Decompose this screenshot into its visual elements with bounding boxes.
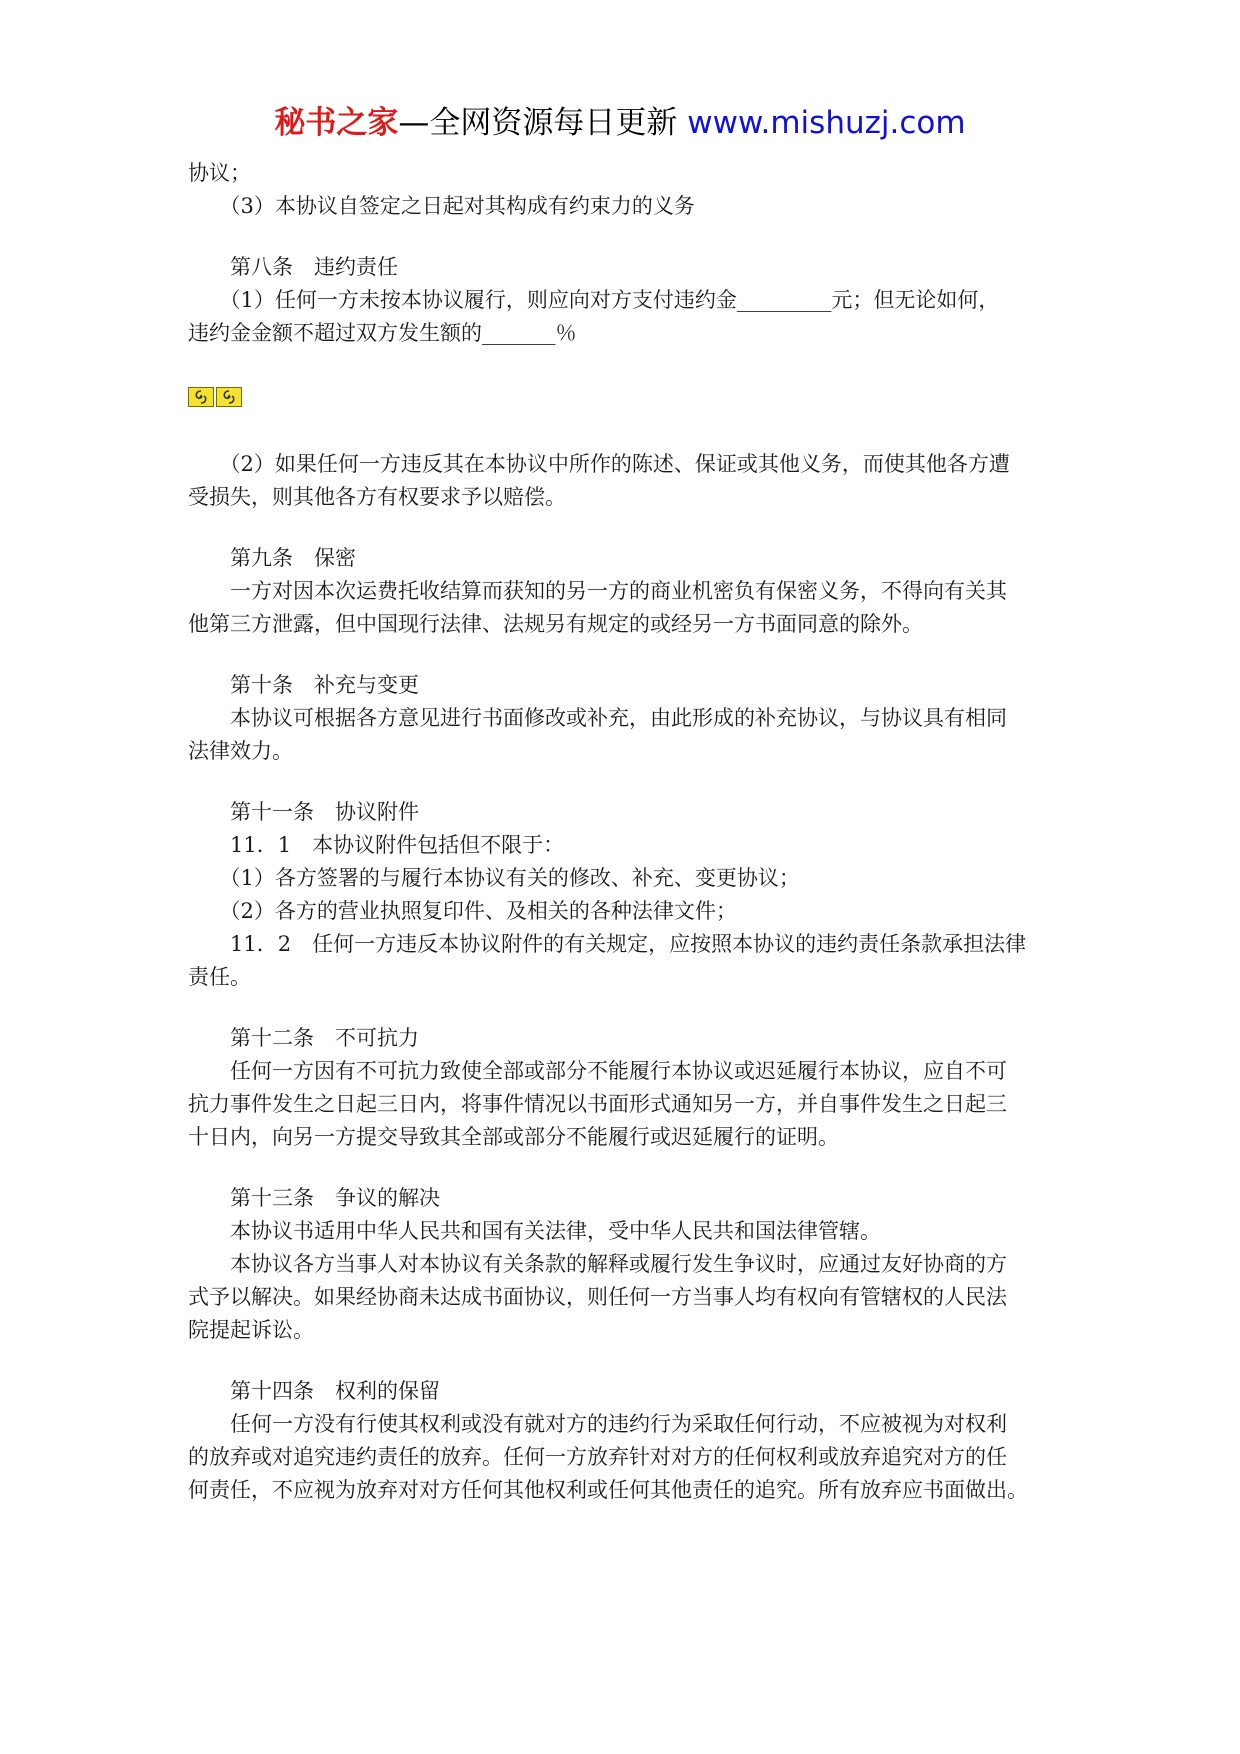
text-line: 抗力事件发生之日起三日内，将事件情况以书面形式通知另一方，并自事件发生之日起三 [188, 1092, 1007, 1116]
text-line: 一方对因本次运费托收结算而获知的另一方的商业机密负有保密义务，不得向有关其 [188, 579, 1007, 603]
text-line: 的放弃或对追究违约责任的放弃。任何一方放弃针对对方的任何权利或放弃追究对方的任 [188, 1445, 1007, 1469]
text-line: 式予以解决。如果经协商未达成书面协议，则任何一方当事人均有权向有管辖权的人民法 [188, 1285, 1007, 1309]
text-line: 11．2 任何一方违反本协议附件的有关规定，应按照本协议的违约责任条款承担法律 [188, 932, 1027, 956]
text-line: （1）任何一方未按本协议履行，则应向对方支付违约金_________元；但无论如何， [188, 288, 1000, 312]
text-line: 任何一方因有不可抗力致使全部或部分不能履行本协议或迟延履行本协议，应自不可 [188, 1059, 1007, 1083]
text-line: 十日内，向另一方提交导致其全部或部分不能履行或迟延履行的证明。 [188, 1125, 839, 1149]
text-line: 院提起诉讼。 [188, 1318, 314, 1342]
text-line: 11．1 本协议附件包括但不限于： [188, 833, 565, 857]
text-line: 任何一方没有行使其权利或没有就对方的违约行为采取任何行动，不应被视为对权利 [188, 1412, 1007, 1436]
swirl-icon [188, 387, 214, 407]
text-line: 协议； [188, 161, 251, 185]
text-line: 本协议各方当事人对本协议有关条款的解释或履行发生争议时，应通过友好协商的方 [188, 1252, 1007, 1276]
page-header [0, 103, 1240, 143]
text-line: 受损失，则其他各方有权要求予以赔偿。 [188, 485, 566, 509]
text-line: 责任。 [188, 965, 251, 989]
text-line: 违约金金额不超过双方发生额的_______％ [188, 321, 577, 345]
article-heading: 第九条 保密 [188, 546, 356, 570]
article-heading: 第十三条 争议的解决 [188, 1186, 440, 1210]
text-line: 何责任，不应视为放弃对对方任何其他权利或任何其他责任的追究。所有放弃应书面做出。 [188, 1478, 1028, 1502]
text-line: （2）各方的营业执照复印件、及相关的各种法律文件； [188, 899, 737, 923]
text-line: 他第三方泄露，但中国现行法律、法规另有规定的或经另一方书面同意的除外。 [188, 612, 923, 636]
document-body [188, 157, 1062, 1507]
text-line: 法律效力。 [188, 739, 293, 763]
text-line: 本协议书适用中华人民共和国有关法律，受中华人民共和国法律管辖。 [188, 1219, 881, 1243]
article-heading: 第八条 违约责任 [188, 255, 398, 279]
article-heading: 第十一条 协议附件 [188, 800, 419, 824]
header-brand: 秘书之家 [274, 105, 399, 141]
icon-group [188, 382, 1062, 412]
text-line: 本协议可根据各方意见进行书面修改或补充，由此形成的补充协议，与协议具有相同 [188, 706, 1007, 730]
article-heading: 第十条 补充与变更 [188, 673, 419, 697]
text-line: （3）本协议自签定之日起对其构成有约束力的义务 [188, 194, 695, 218]
text-line: （2）如果任何一方违反其在本协议中所作的陈述、保证或其他义务，而使其他各方遭 [188, 452, 1010, 476]
article-heading: 第十二条 不可抗力 [188, 1026, 419, 1050]
article-heading: 第十四条 权利的保留 [188, 1379, 440, 1403]
swirl-icon [216, 387, 242, 407]
header-url-link[interactable]: www.mishuzj.com [687, 105, 966, 141]
header-slogan: —全网资源每日更新 [398, 105, 678, 141]
text-line: （1）各方签署的与履行本协议有关的修改、补充、变更协议； [188, 866, 800, 890]
